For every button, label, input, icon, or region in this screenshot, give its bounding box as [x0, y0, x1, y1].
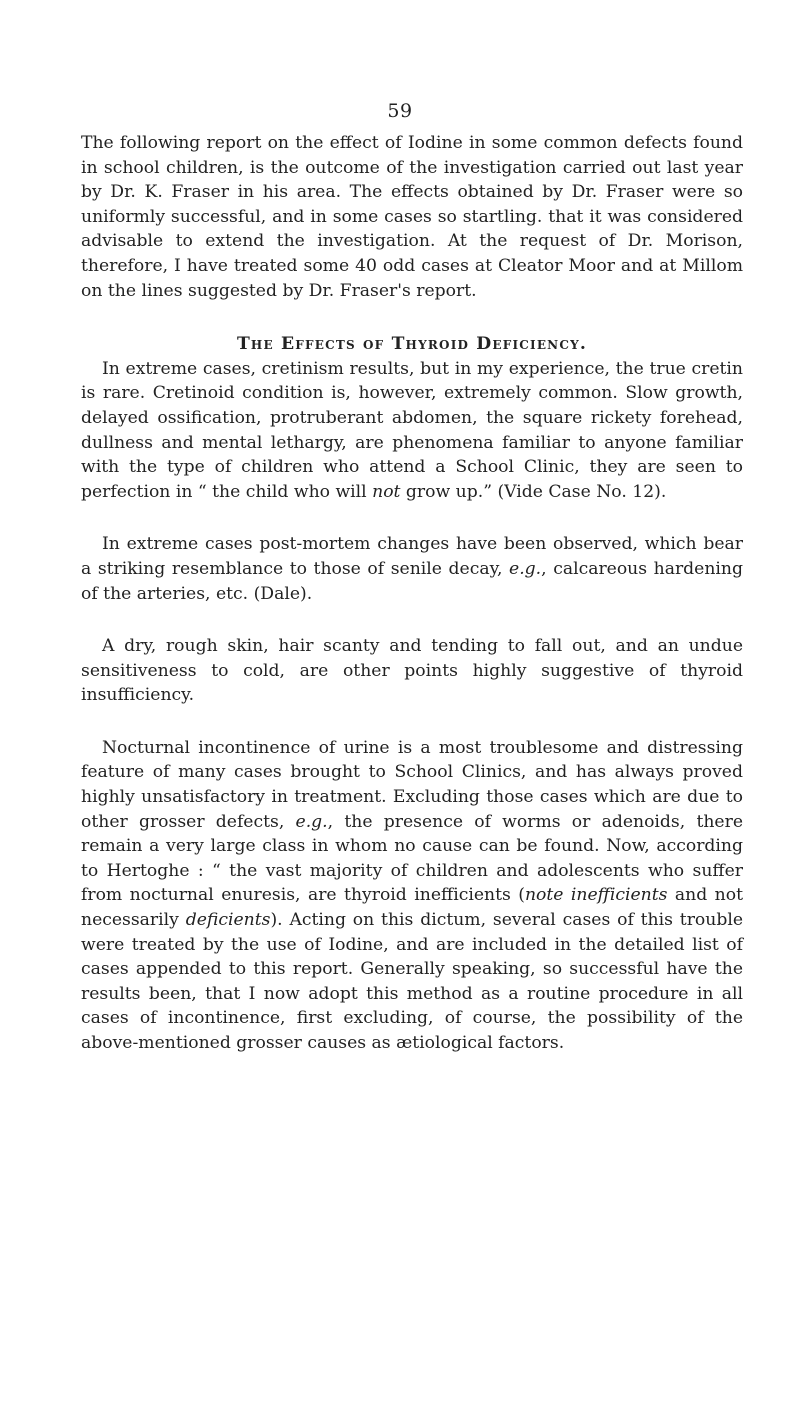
cretinism-text-a: In extreme cases, cretinism results, but in my experience, the true cretin is rare. Cretinoid condition is, however, extremely common. Slow growth, delayed ossification, protruberant abdomen, the square rickety forehead, dullness and mental lethargy, are phenomena familiar to anyone familiar with the type of children who attend a School Clinic, they are seen to perfection in “ the child who will [81, 358, 743, 502]
page-number: 59 [387, 100, 413, 122]
incontinence-text-b: , the presence of worms or adenoids, there remain a very large class in whom no cause can be found. Now, according to Hertoghe : “ the vast majority of children and adolescents who suffer from nocturnal enuresis, are thyroid inefficients ( [81, 811, 743, 906]
incontinence-emphasis-deficients: deficients [185, 910, 271, 931]
cretinism-paragraph [81, 357, 743, 505]
post-mortem-text-b: , calcareous hardening of the arteries, etc. (Dale). [81, 558, 743, 604]
cretinism-emphasis: not [372, 481, 401, 502]
intro-paragraph: The following report on the effect of Iodine in some common defects found in school children, is the outcome of the investigation carried out last year by Dr. K. Fraser in his area. The effects obtained by Dr. Fraser were so uniformly successful, and in some cases so startling. that it was considered advisable to extend the investigation. At the request of Dr. Morison, therefore, I have treated some 40 odd cases at Cleator Moor and at Millom on the lines suggested by Dr. Fraser's report. [81, 133, 743, 301]
post-mortem-text-a: In extreme cases post-mortem changes have been observed, which bear a striking resemblance to those of senile decay, [81, 534, 743, 579]
skin-paragraph: A dry, rough skin, hair scanty and tending to fall out, and an undue sensitiveness to cold, are other points highly suggestive of thyroid insufficiency. [81, 636, 743, 706]
incontinence-text-d: ). Acting on this dictum, several cases of this trouble were treated by the use of Iodine, and are included in the detailed list of cases appended to this report. Generally speaking, so successful have the results been, that I now adopt this method as a routine procedure in all cases of incontinence, first excluding, of course, the possibility of the above-mentioned grosser causes as ætiological factors. [81, 910, 744, 1053]
incontinence-emphasis-inefficients: note inefficients [524, 885, 668, 906]
post-mortem-emphasis: e.g. [509, 558, 542, 579]
incontinence-text-c: and not necessarily [81, 885, 744, 931]
document-body [81, 131, 743, 1056]
incontinence-paragraph [81, 736, 743, 1056]
cretinism-text-b: grow up.” (Vide Case No. 12). [400, 481, 667, 502]
incontinence-text-a: Nocturnal incontinence of urine is a most troublesome and distressing feature of many cases brought to School Clinics, and has always proved highly unsatisfactory in treatment. Excluding those cases which are due to other grosser defects, [81, 737, 743, 832]
section-heading: The Effects of Thyroid Deficiency. [236, 334, 588, 355]
incontinence-emphasis-eg: e.g. [295, 811, 328, 832]
post-mortem-paragraph [81, 532, 743, 606]
